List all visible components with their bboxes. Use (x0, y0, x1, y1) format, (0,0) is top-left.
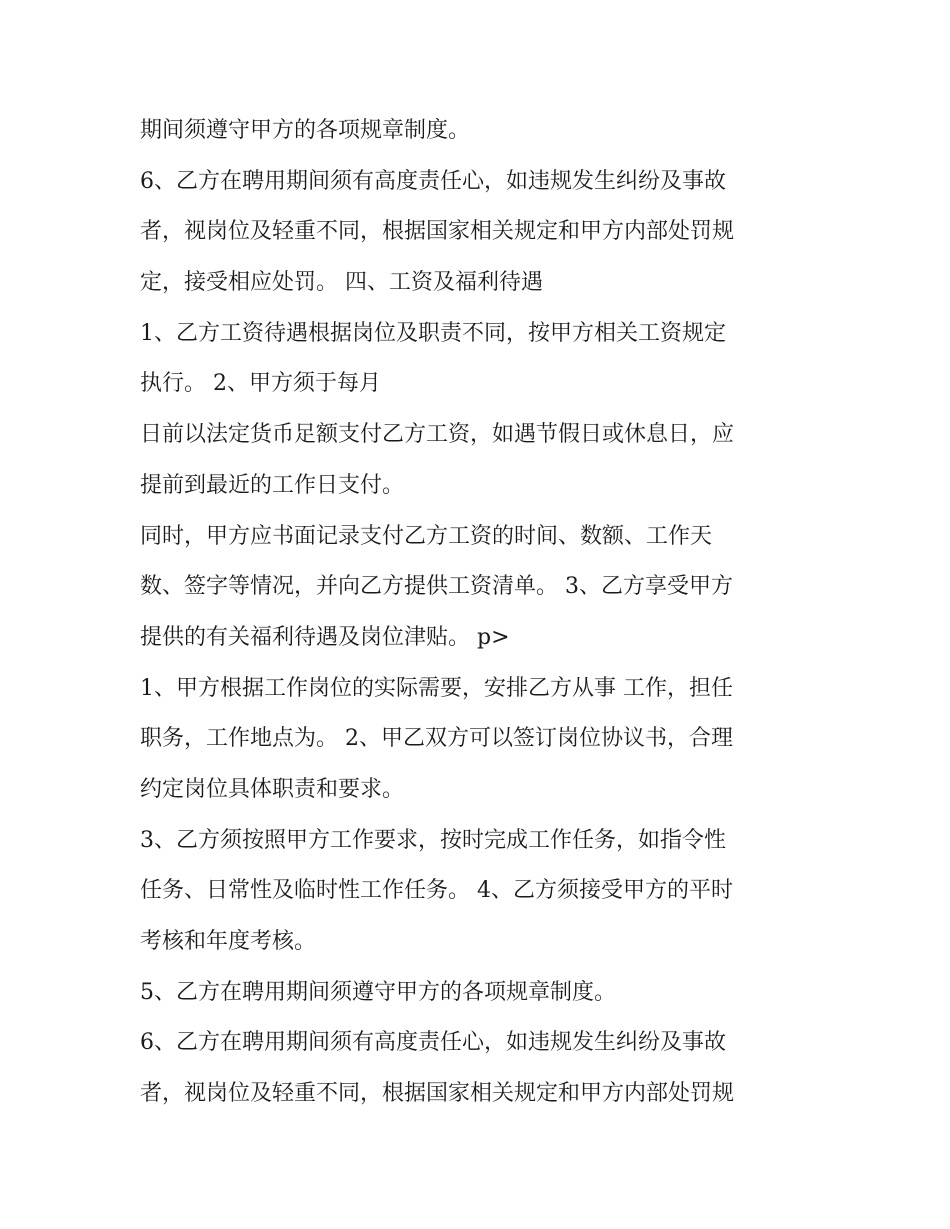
text-line: 约定岗位具体职责和要求。 (140, 776, 405, 802)
text-line: 期间须遵守甲方的各项规章制度。 (140, 118, 471, 143)
text-line: 1、甲方根据工作岗位的实际需要，安排乙方从事 工作，担任 (140, 675, 733, 701)
text-line: 1、乙方工资待遇根据岗位及职责不同，按甲方相关工资规定 (140, 320, 726, 346)
text-line: 任务、日常性及临时性工作任务。 4、乙方须接受甲方的平时 (140, 878, 733, 904)
text-line: 数、签字等情况，并向乙方提供工资清单。 3、乙方享受甲方 (140, 574, 733, 600)
text-line: 提供的有关福利待遇及岗位津贴。 p> (140, 624, 510, 650)
text-line: 日前以法定货币足额支付乙方工资，如遇节假日或休息日，应 (140, 422, 735, 448)
text-line: 职务，工作地点为。 2、甲乙双方可以签订岗位协议书，合理 (140, 726, 733, 752)
document-body (140, 106, 830, 1120)
text-line: 6、乙方在聘用期间须有高度责任心，如违规发生纠纷及事故 (140, 168, 726, 194)
text-line: 者，视岗位及轻重不同，根据国家相关规定和甲方内部处罚规 (140, 1081, 735, 1107)
text-line: 5、乙方在聘用期间须遵守甲方的各项规章制度。 (140, 979, 616, 1005)
text-line: 执行。 2、甲方须于每月 (140, 371, 381, 397)
text-line: 6、乙方在聘用期间须有高度责任心，如违规发生纠纷及事故 (140, 1030, 726, 1056)
text-line: 提前到最近的工作日支付。 (140, 472, 405, 498)
text-line: 定，接受相应处罚。 四、工资及福利待遇 (140, 270, 543, 296)
text-line: 3、乙方须按照甲方工作要求，按时完成工作任务，如指令性 (140, 827, 726, 853)
text-line: 考核和年度考核。 (140, 929, 317, 954)
text-line: 者，视岗位及轻重不同，根据国家相关规定和甲方内部处罚规 (140, 219, 735, 245)
text-line: 同时，甲方应书面记录支付乙方工资的时间、数额、工作天 (140, 523, 713, 549)
